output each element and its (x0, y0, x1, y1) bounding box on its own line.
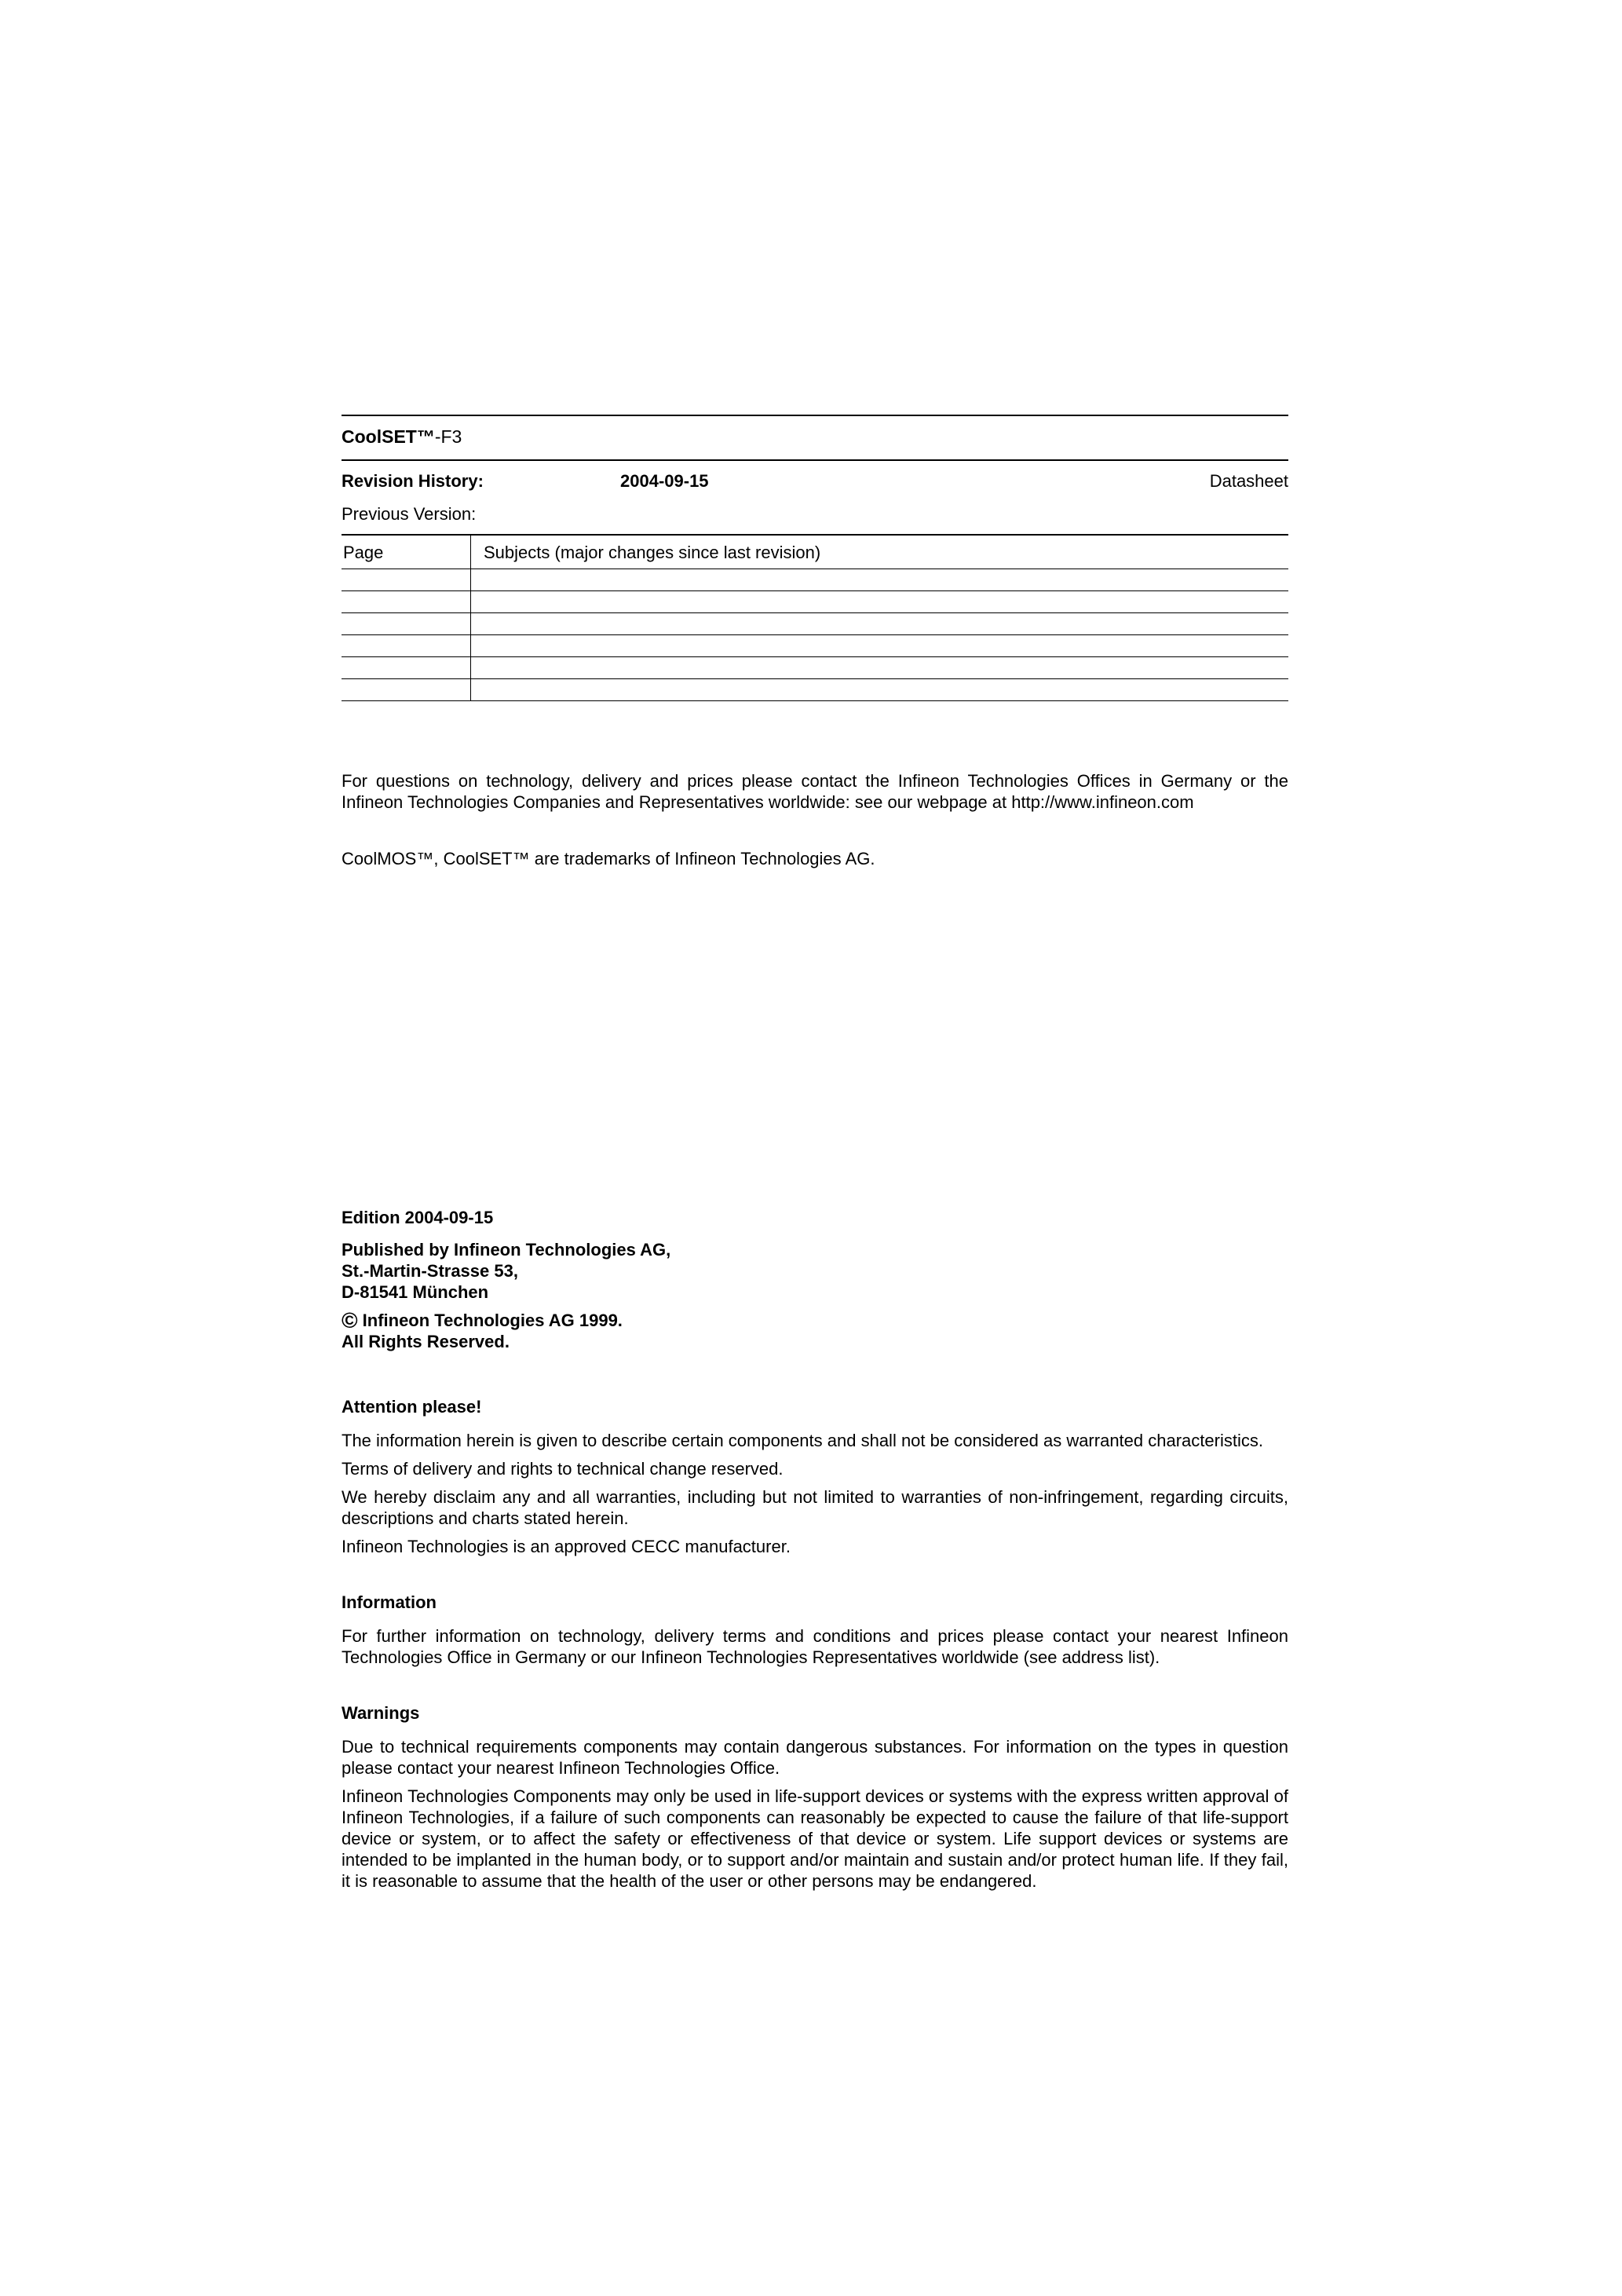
empty-cell-subjects (471, 569, 1288, 590)
revision-history-label: Revision History: (342, 471, 484, 491)
information-paragraph: For further information on technology, delivery terms and conditions and prices please contact your nearest Infineon Technologies Office in Germany or our Infineon Technologies Representatives worldwide (see address list). (342, 1626, 1288, 1667)
empty-cell-page (342, 679, 471, 700)
previous-version-label: Previous Version: (342, 504, 477, 524)
doc-type-label: Datasheet (1209, 471, 1288, 491)
empty-cell-page (342, 657, 471, 678)
empty-cell-page (342, 613, 471, 634)
edition-line: Edition 2004-09-15 (342, 1208, 494, 1227)
empty-cell-subjects (471, 591, 1288, 612)
warnings-paragraph: Due to technical requirements components may contain dangerous substances. For information on the types in question please contact your nearest Infineon Technologies Office. (342, 1737, 1288, 1778)
empty-cell-page (342, 569, 471, 590)
trademark-line: CoolMOS™, CoolSET™ are trademarks of Infineon Technologies AG. (342, 849, 875, 868)
copyright-text: Infineon Technologies AG 1999. (362, 1311, 623, 1330)
table-empty-row (342, 679, 1288, 701)
copyright-icon: © (342, 1308, 358, 1333)
attention-paragraph: Infineon Technologies is an approved CECC manufacturer. (342, 1537, 791, 1556)
empty-cell-subjects (471, 613, 1288, 634)
table-empty-row (342, 657, 1288, 679)
contact-paragraph: For questions on technology, delivery and prices please contact the Infineon Technologies Offices in Germany or the Infineon Technologies Companies and Representatives worldwide: see our webpage at http://www.infineon.com (342, 771, 1288, 812)
information-heading: Information (342, 1592, 437, 1612)
table-empty-row (342, 613, 1288, 635)
address-line-2: D-81541 München (342, 1282, 489, 1302)
document-page (342, 415, 1288, 1899)
table-header-row (342, 536, 1288, 569)
empty-cell-subjects (471, 657, 1288, 678)
table-empty-row (342, 591, 1288, 613)
attention-heading: Attention please! (342, 1397, 482, 1417)
empty-cell-subjects (471, 679, 1288, 700)
table-empty-row (342, 635, 1288, 657)
table-empty-row (342, 569, 1288, 591)
col-header-subjects: Subjects (major changes since last revision) (484, 543, 821, 562)
empty-cell-page (342, 635, 471, 656)
empty-cell-subjects (471, 635, 1288, 656)
product-name: CoolSET™ (342, 426, 435, 447)
revision-history-row (342, 470, 1288, 492)
attention-paragraph: We hereby disclaim any and all warranties, including but not limited to warranties of non-infringement, regarding circuits, descriptions and charts stated herein. (342, 1487, 1288, 1528)
warnings-paragraph: Infineon Technologies Components may only be used in life-support devices or systems with the express written approval of Infineon Technologies, if a failure of such components can reasonably be expected to cause the failure of that life-support device or system, or to affect the safety or effectiveness of that device or system. Life support devices or systems are intended to be implanted in the human body, or to support and/or maintain and sustain and/or protect human life. If they fail, it is reasonable to assume that the health of the user or other persons may be endangered. (342, 1786, 1288, 1891)
revision-table (342, 534, 1288, 701)
publisher-line: Published by Infineon Technologies AG, (342, 1240, 671, 1260)
product-suffix: -F3 (434, 426, 462, 447)
warnings-heading: Warnings (342, 1703, 420, 1723)
attention-paragraph: Terms of delivery and rights to technical change reserved. (342, 1459, 784, 1479)
attention-paragraph: The information herein is given to describe certain components and shall not be considered as warranted characteristics. (342, 1431, 1263, 1450)
copyright-line (342, 1310, 1288, 1331)
empty-cell-page (342, 591, 471, 612)
address-line-1: St.-Martin-Strasse 53, (342, 1261, 518, 1281)
revision-date: 2004-09-15 (620, 471, 709, 491)
title-divider (342, 459, 1288, 461)
product-title (342, 416, 1288, 459)
col-header-page: Page (342, 536, 471, 569)
rights-line: All Rights Reserved. (342, 1332, 510, 1351)
imprint-block (342, 1207, 1288, 1352)
